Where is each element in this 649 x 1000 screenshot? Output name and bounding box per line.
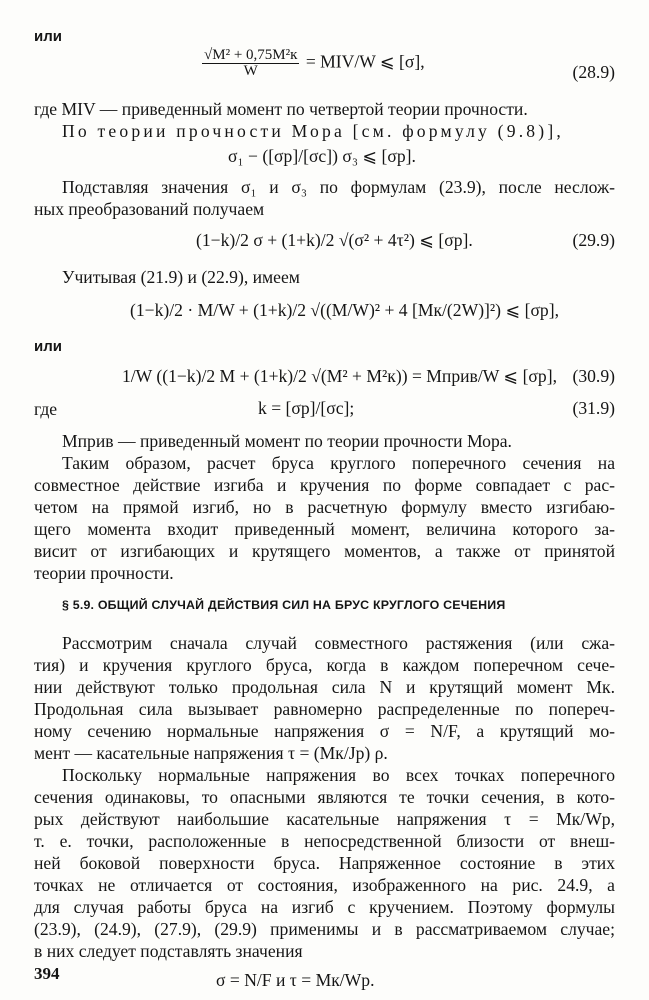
text-considering: Учитывая (21.9) и (22.9), имеем [62, 267, 300, 287]
eq-number-29-9: (29.9) [572, 230, 615, 250]
text-mohr-theory: По теории прочности Мора [см. формулу (9.8)], [62, 121, 565, 141]
eq-number-31-9: (31.9) [572, 398, 615, 418]
word-or-2: или [34, 338, 62, 355]
para-subst-line-1: Подставляя значения σ₁ и σ₃ по формулам (23.9), после неслож- [62, 177, 615, 197]
para-consider-line: Рассмотрим сначала случай совместного растяжения (или сжа- [62, 633, 615, 653]
para-since-line: сечения одинаковы, то опасными являются те точки сечения, в кото- [34, 787, 615, 807]
para-since-line: ней боковой поверхности бруса. Напряженное состояние в этих [34, 853, 615, 873]
para-consider-line: Продольная сила вызывает равномерно распределенные по попереч- [34, 699, 615, 719]
equation-last: σ = N/F и τ = Mк/Wр. [216, 970, 375, 990]
equation-30-9: 1/W ((1−k)/2 M + (1+k)/2 √(M² + M²к)) = Mприв/W ⩽ [σр], [122, 366, 557, 386]
equation-unnumbered: (1−k)/2 · M/W + (1+k)/2 √((M/W)² + 4 [Mк/(2W)]²) ⩽ [σр], [130, 300, 559, 320]
para-consider-line: ному сечению нормальные напряжения σ = N/F, а крутящий мо- [34, 721, 615, 741]
para-consider-line: тия) и кручения круглого бруса, когда в каждом поперечном сече- [34, 655, 615, 675]
equation-31-9: k = [σр]/[σс]; [258, 398, 355, 418]
para-thus-line: четом на прямой изгиб, но в расчетную формулу вместо изгибаю- [34, 497, 615, 517]
eq-28-9-denominator: W [243, 63, 258, 79]
eq-28-9-numerator: √M² + 0,75M²к [204, 47, 298, 63]
para-subst-line-2: ных преобразований получаем [34, 199, 265, 219]
eq-number-28-9: (28.9) [572, 62, 615, 82]
para-consider-line: мент — касательные напряжения τ = (Mк/Jр) ρ. [34, 743, 388, 763]
para-since-line: (23.9), (24.9), (27.9), (29.9) применимы и в рассматриваемом случае; [34, 919, 615, 939]
section-heading: § 5.9. ОБЩИЙ СЛУЧАЙ ДЕЙСТВИЯ СИЛ НА БРУС КРУГЛОГО СЕЧЕНИЯ [62, 598, 506, 612]
eq-number-30-9: (30.9) [572, 366, 615, 386]
text-mpriv: Mприв — приведенный момент по теории прочности Мора. [62, 431, 512, 451]
para-consider-line: нии действуют только продольная сила N и крутящий момент Mк. [34, 677, 615, 697]
para-thus-line: теории прочности. [34, 563, 174, 583]
para-since-line: рых действуют наибольшие касательные напряжения τ = Mк/Wр, [34, 809, 615, 829]
para-thus-line: висит от изгибающих и крутящего моментов, а также от принятой [34, 541, 615, 561]
para-since-line: т. е. точки, расположенные в непосредственной близости от внеш- [34, 831, 615, 851]
para-since-line: для случая работы бруса на изгиб с кручением. Поэтому формулы [34, 897, 615, 917]
page-number: 394 [34, 964, 60, 983]
para-thus-line: Таким образом, расчет бруса круглого поперечного сечения на [62, 453, 615, 473]
para-thus-line: щего момента входит приведенный момент, величина которого за- [34, 519, 615, 539]
equation-mohr: σ₁ − ([σр]/[σс]) σ₃ ⩽ [σр]. [228, 146, 416, 166]
para-since-line: в них следует подставлять значения [34, 941, 303, 961]
label-where: где [34, 399, 58, 419]
eq-28-9-fraction [202, 48, 299, 79]
para-since-line: Поскольку нормальные напряжения во всех точках поперечного [62, 765, 615, 785]
text-where-miv: где MIV — приведенный момент по четвертой теории прочности. [34, 99, 528, 119]
word-or-top: или [34, 28, 62, 45]
equation-28-9 [200, 48, 425, 79]
equation-29-9: (1−k)/2 σ + (1+k)/2 √(σ² + 4τ²) ⩽ [σр]. [196, 230, 473, 250]
para-since-line: точках не отличается от состояния, изображенного на рис. 24.9, а [34, 875, 615, 895]
para-thus-line: совместное действие изгиба и кручения по форме совпадает с рас- [34, 475, 615, 495]
eq-28-9-rhs: = MIV/W ⩽ [σ], [305, 51, 425, 72]
